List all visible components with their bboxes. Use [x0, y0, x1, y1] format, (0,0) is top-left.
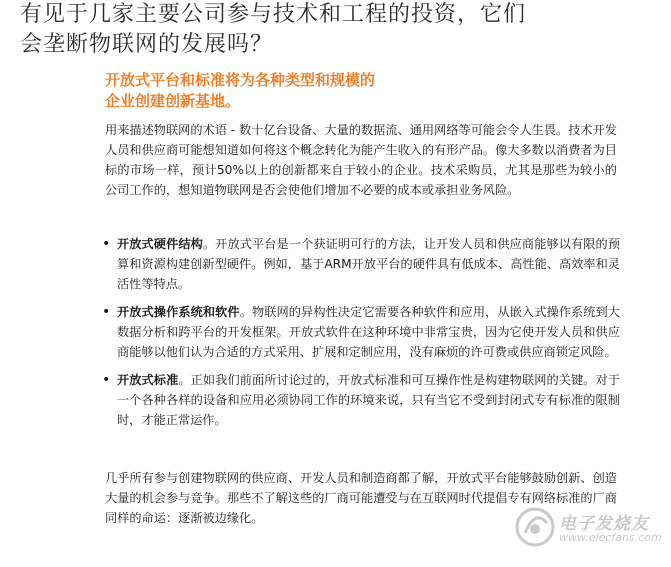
section-subheading — [105, 70, 565, 112]
bullet-marker: • — [102, 372, 111, 388]
bullet-item-open-standards — [100, 370, 620, 430]
bullet-lead: 开放式标准 — [117, 373, 179, 387]
bullet-marker: • — [102, 236, 111, 252]
title-line-2: 会垄断物联网的发展吗？ — [20, 32, 274, 57]
subheading-line-2: 企业创建创新基地。 — [105, 92, 241, 110]
closing-paragraph: 几乎所有参与创建物联网的供应商、开发人员和制造商都了解，开放式平台能够鼓励创新、创造大量的机会参与竞争。那些不了解这些的厂商可能遭受与在互联网时代提倡专有网络标准的厂商同样的命运：逐渐被边缘化。 — [105, 471, 617, 525]
watermark-brand: 电子发烧友 — [559, 514, 649, 534]
page-title — [20, 0, 660, 60]
bullet-text: 。物联网的异构性决定它需要各种软件和应用，从嵌入式操作系统到大数据分析和跨平台的开发框架。开放式软件在这种环境中非常宝贵，因为它使开发人员和供应商能够以他们认为合适的方式采用、扩展和定制应用，没有麻烦的许可费或供应商锁定风险。 — [117, 305, 620, 359]
watermark-logo — [513, 503, 663, 553]
watermark-emblem-icon — [513, 503, 557, 551]
bullet-text: 。开放式平台是一个获证明可行的方法，让开发人员和供应商能够以有限的预算和资源构建创新型硬件。例如，基于ARM开放平台的硬件具有低成本、高性能、高效率和灵活性等特点。 — [117, 237, 621, 291]
bullet-item-open-os-software — [100, 302, 620, 362]
subheading-line-1: 开放式平台和标准将为各种类型和规模的 — [105, 71, 376, 89]
intro-paragraph: 用来描述物联网的术语 - 数十亿台设备、大量的数据流、通用网络等可能会令人生畏。技术开发人员和供应商可能想知道如何将这个概念转化为能产生收入的有形产品。像大多数以消费者为目标的市场一样，预计50%以上的创新都来自于较小的企业。技术采购员，尤其是那些为较小的公司工作的，想知道物联网是否会使他们增加不必要的成本或承担业务风险。 — [105, 123, 617, 197]
bullet-lead: 开放式操作系统和软件 — [117, 305, 240, 319]
bullet-list — [100, 234, 620, 438]
title-line-1: 有见于几家主要公司参与技术和工程的投资，它们 — [20, 2, 527, 27]
watermark-url: www.elecfans.com — [559, 531, 662, 544]
bullet-lead: 开放式硬件结构 — [117, 237, 203, 251]
bullet-text: 。正如我们前面所讨论过的，开放式标准和可互操作性是构建物联网的关键。对于一个各种各样的设备和应用必须协同工作的环境来说，只有当它不受到封闭式专有标准的限制时，才能正常运作。 — [117, 373, 621, 427]
bullet-marker: • — [102, 304, 111, 320]
bullet-item-open-hardware — [100, 234, 620, 294]
